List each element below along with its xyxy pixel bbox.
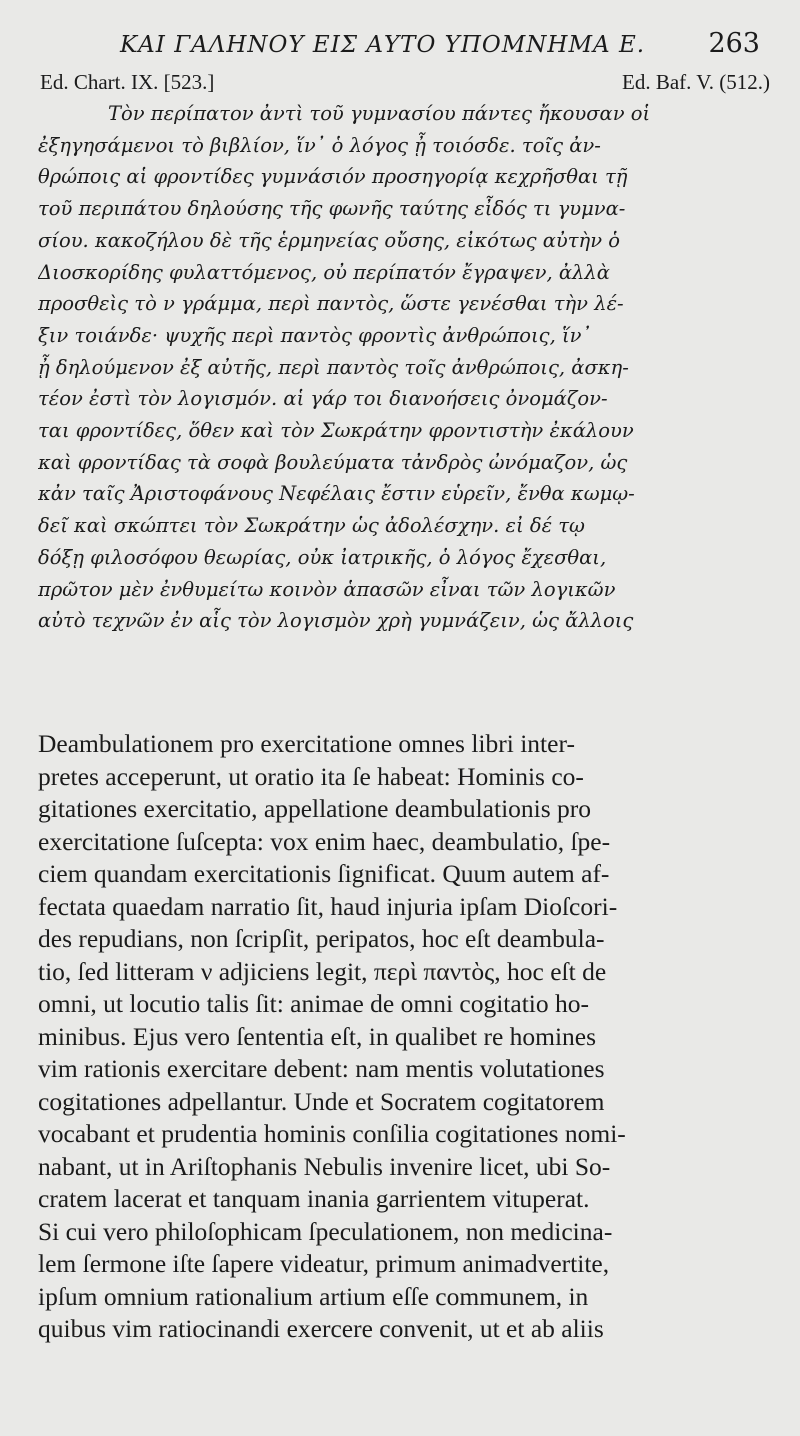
latin-translation-block <box>38 728 766 1346</box>
latin-line: ciem quandam exercitationis ſignificat. Quum autem af- <box>38 859 610 888</box>
latin-line: minibus. Ejus vero ſententia eſt, in qualibet re homines <box>38 1021 597 1051</box>
running-title: ΚΑΙ ΓΑΛΗΝΟΥ ΕΙΣ ΑΥΤΟ ΥΠΟΜΝΗΜΑ Ε. <box>120 32 646 58</box>
latin-line: gitationes exercitatio, appellatione deambulationis pro <box>38 794 592 823</box>
greek-line: ξιν τοιάνδε· ψυχῆς περὶ παντὸς φροντὶς ἀνθρώποις, ἵν᾽ <box>38 323 592 347</box>
greek-line: δεῖ καὶ σκώπτει τὸν Σωκράτην ὡς ἀδολέσχην. εἰ δέ τῳ <box>38 514 585 538</box>
edition-chart-reference: Ed. Chart. IX. [523.] <box>40 70 215 94</box>
latin-line: cogitationes adpellantur. Unde et Socratem cogitatorem <box>38 1086 605 1116</box>
greek-line: θρώποις αἱ φροντίδες γυμνάσιόν προσηγορίᾳ κεχρῆσθαι τῇ <box>38 165 628 189</box>
latin-line: ipſum omnium rationalium artium eſſe communem, in <box>38 1281 589 1311</box>
greek-line: τέον ἐστὶ τὸν λογισμόν. αἱ γάρ τοι διανοήσεις ὀνομάζον- <box>38 387 608 411</box>
edition-references <box>40 70 770 100</box>
greek-line: Τὸν περίπατον ἀντὶ τοῦ γυμνασίου πάντες ἤκουσαν οἱ <box>108 102 651 125</box>
edition-basel-reference: Ed. Baf. V. (512.) <box>622 70 770 94</box>
latin-line: fectata quaedam narratio ſit, haud injuria ipſam Dioſcori- <box>38 891 618 921</box>
latin-line: Deambulationem pro exercitatione omnes libri inter- <box>38 729 575 758</box>
greek-line: δόξῃ φιλοσόφου θεωρίας, οὐκ ἰατρικῆς, ὁ λόγος ἔχεσθαι, <box>38 545 607 569</box>
greek-line: ἐξηγησάμενοι τὸ βιβλίον, ἵν᾽ ὁ λόγος ᾖ τοιόσδε. τοῖς ἀν- <box>38 133 601 157</box>
latin-line: omni, ut locutio talis ſit: animae de omni cogitatio ho- <box>38 989 589 1018</box>
greek-line: σίου. κακοζήλου δὲ τῆς ἑρμηνείας οὔσης, εἰκότως αὐτὴν ὁ <box>38 228 621 252</box>
latin-line: lem ſermone iſte ſapere videatur, primum animadvertite, <box>38 1249 610 1278</box>
greek-line: ται φροντίδες, ὅθεν καὶ τὸν Σωκράτην φροντιστὴν ἐκάλουν <box>38 419 634 443</box>
latin-line: Si cui vero philoſophicam ſpeculationem, non medicina- <box>38 1216 613 1246</box>
greek-line: Διοσκορίδης φυλαττόμενος, οὐ περίπατόν ἔγραψεν, ἀλλὰ <box>38 260 610 284</box>
latin-line: des repudians, non ſcripſit, peripatos, hoc eſt deambula- <box>38 924 605 953</box>
greek-line: προσθεὶς τὸ ν γράμμα, περὶ παντὸς, ὥστε γενέσθαι τὴν λέ- <box>38 292 624 316</box>
latin-line: vim rationis exercitare debent: nam mentis volutationes <box>38 1054 605 1083</box>
greek-line: κἀν ταῖς Ἀριστοφάνους Νεφέλαις ἔστιν εὑρεῖν, ἔνθα κωμῳ- <box>38 482 635 506</box>
latin-line: cratem lacerat et tanquam inania garrientem vituperat. <box>38 1184 590 1213</box>
page-number: 263 <box>708 28 760 59</box>
latin-line: nabant, ut in Ariſtophanis Nebulis invenire licet, ubi So- <box>38 1151 611 1181</box>
latin-line: tio, ſed litteram ν adjiciens legit, περὶ παντὸς, hoc eſt de <box>38 956 607 986</box>
latin-line: exercitatione ſuſcepta: vox enim haec, deambulatio, ſpe- <box>38 826 611 856</box>
latin-line: pretes acceperunt, ut oratio ita ſe habeat: Hominis co- <box>38 761 584 791</box>
greek-line: καὶ φροντίδας τὰ σοφὰ βουλεύματα τἀνδρὸς ὠνόμαζον, ὡς <box>38 450 628 474</box>
greek-text-block <box>38 98 762 637</box>
greek-line: πρῶτον μὲν ἐνθυμείτω κοινὸν ἁπασῶν εἶναι τῶν λογικῶν <box>38 577 616 601</box>
latin-line: quibus vim ratiocinandi exercere convenit, ut et ab aliis <box>38 1314 604 1343</box>
latin-line: vocabant et prudentia hominis conſilia cogitationes nomi- <box>38 1119 626 1148</box>
greek-line: τοῦ περιπάτου δηλούσης τῆς φωνῆς ταύτης εἶδός τι γυμνα- <box>38 197 626 221</box>
greek-line: ᾖ δηλούμενον ἐξ αὐτῆς, περὶ παντὸς τοῖς ἀνθρώποις, ἀσκη- <box>38 355 629 379</box>
running-head <box>40 28 760 68</box>
greek-line: αὐτὸ τεχνῶν ἐν αἷς τὸν λογισμὸν χρὴ γυμνάζειν, ὡς ἄλλοις <box>38 609 634 633</box>
